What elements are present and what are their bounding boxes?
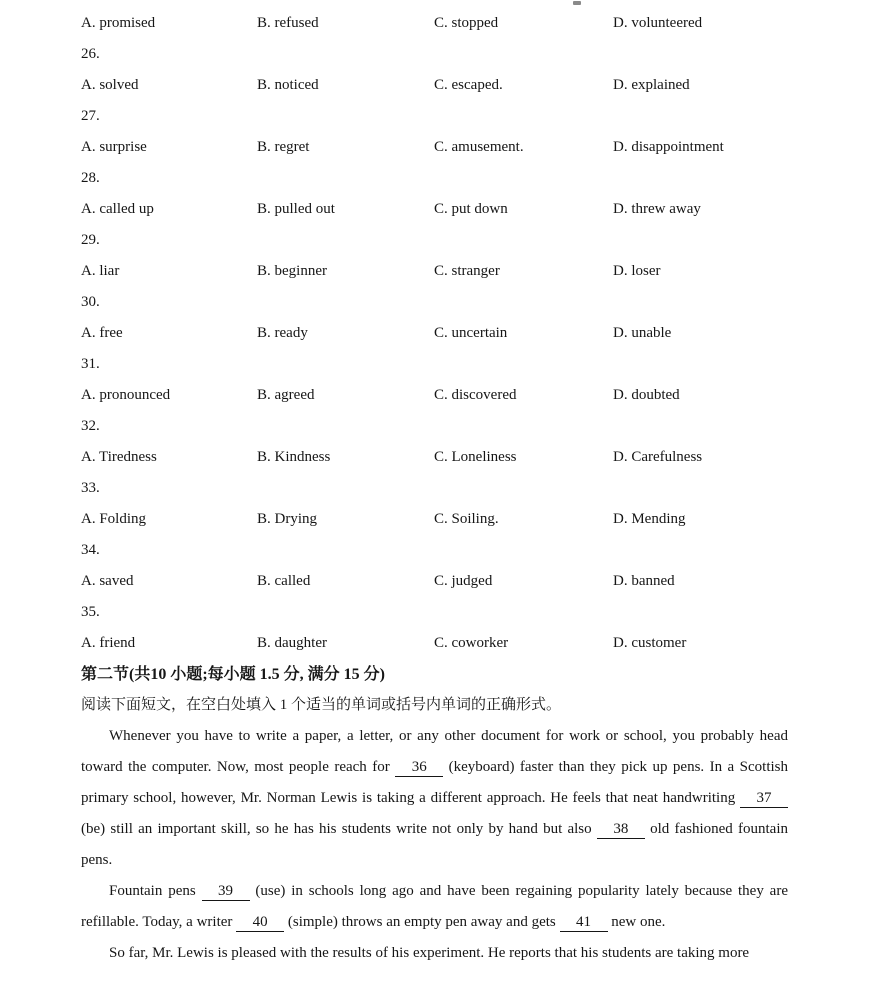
- option-row: [81, 566, 788, 597]
- option-cell: A. saved: [81, 573, 134, 589]
- option-cell: A. liar: [81, 263, 120, 279]
- option-cell: A. surprise: [81, 139, 147, 155]
- option-cell: D. disappointment: [613, 139, 724, 155]
- option-cell: C. Soiling.: [434, 511, 499, 527]
- option-row: [81, 70, 788, 101]
- question-number: 27.: [81, 108, 100, 124]
- section2-instruction: 阅读下面短文，在空白处填入 1 个适当的单词或括号内单词的正确形式。: [81, 697, 562, 713]
- option-cell: A. Folding: [81, 511, 147, 527]
- option-cell: B. Drying: [257, 511, 317, 527]
- fill-in-blank: 38: [597, 820, 645, 839]
- passage-paragraph: Whenever you have to write a paper, a letter, or any other document for work or school, you probably head toward the computer. Now, most people reach for 36 (keyboard) faster than they pick up pens. In a Scottish primary school, however, Mr. Norman Lewis is taking a different approach. He feels that neat handwriting 37 (be) still an important skill, so he has his students write not only by hand but also 38 old fashioned fountain pens.: [81, 728, 788, 868]
- option-cell: D. banned: [613, 573, 675, 589]
- option-cell: C. coworker: [434, 635, 509, 651]
- question-number: 30.: [81, 294, 100, 310]
- fill-in-blank: 37: [740, 789, 788, 808]
- option-cell: B. ready: [257, 325, 308, 341]
- passage-paragraph: So far, Mr. Lewis is pleased with the results of his experiment. He reports that his students are taking more: [109, 945, 750, 961]
- cloze-passage: [81, 721, 788, 969]
- question-number: 29.: [81, 232, 100, 248]
- question-number: 32.: [81, 418, 100, 434]
- question-number: 33.: [81, 480, 100, 496]
- option-cell: C. stopped: [434, 15, 499, 31]
- option-cell: A. solved: [81, 77, 139, 93]
- option-row: [81, 132, 788, 163]
- option-cell: C. discovered: [434, 387, 517, 403]
- option-cell: B. daughter: [257, 635, 327, 651]
- option-cell: B. called: [257, 573, 311, 589]
- option-cell: D. customer: [613, 635, 687, 651]
- option-cell: A. pronounced: [81, 387, 171, 403]
- option-cell: C. put down: [434, 201, 508, 217]
- option-cell: A. called up: [81, 201, 154, 217]
- option-cell: D. explained: [613, 77, 690, 93]
- question-number: 28.: [81, 170, 100, 186]
- option-cell: C. uncertain: [434, 325, 508, 341]
- option-row: [81, 442, 788, 473]
- option-cell: C. stranger: [434, 263, 500, 279]
- option-cell: C. judged: [434, 573, 493, 589]
- option-row: [81, 628, 788, 659]
- section2-heading: 第二节(共10 小题;每小题 1.5 分, 满分 15 分): [81, 666, 385, 683]
- fill-in-blank: 41: [560, 913, 608, 932]
- option-cell: B. Kindness: [257, 449, 331, 465]
- option-row: [81, 194, 788, 225]
- cloze-options-table: [81, 8, 788, 659]
- option-row: [81, 380, 788, 411]
- option-cell: C. amusement.: [434, 139, 524, 155]
- exam-page: [81, 8, 788, 969]
- fill-in-blank: 36: [395, 758, 443, 777]
- option-row: [81, 8, 788, 39]
- option-cell: B. regret: [257, 139, 310, 155]
- option-cell: D. threw away: [613, 201, 701, 217]
- option-cell: C. Loneliness: [434, 449, 517, 465]
- option-cell: B. refused: [257, 15, 319, 31]
- passage-paragraph: Fountain pens 39 (use) in schools long ago and have been regaining popularity lately because they are refillable. Today, a writer 40 (simple) throws an empty pen away and gets 41 new one.: [81, 883, 788, 930]
- option-cell: D. volunteered: [613, 15, 703, 31]
- question-number: 35.: [81, 604, 100, 620]
- fill-in-blank: 40: [236, 913, 284, 932]
- option-cell: D. Carefulness: [613, 449, 703, 465]
- question-number: 31.: [81, 356, 100, 372]
- option-cell: A. promised: [81, 15, 156, 31]
- scan-artifact-mark: [573, 1, 581, 5]
- option-cell: A. free: [81, 325, 123, 341]
- option-cell: B. agreed: [257, 387, 315, 403]
- option-cell: B. noticed: [257, 77, 319, 93]
- option-cell: A. friend: [81, 635, 136, 651]
- option-cell: A. Tiredness: [81, 449, 157, 465]
- option-cell: D. unable: [613, 325, 672, 341]
- option-row: [81, 504, 788, 535]
- option-cell: D. loser: [613, 263, 661, 279]
- question-number: 34.: [81, 542, 100, 558]
- option-cell: B. pulled out: [257, 201, 335, 217]
- option-row: [81, 318, 788, 349]
- option-cell: C. escaped.: [434, 77, 503, 93]
- option-cell: D. Mending: [613, 511, 686, 527]
- fill-in-blank: 39: [202, 882, 250, 901]
- question-number: 26.: [81, 46, 100, 62]
- option-cell: B. beginner: [257, 263, 327, 279]
- option-row: [81, 256, 788, 287]
- option-cell: D. doubted: [613, 387, 680, 403]
